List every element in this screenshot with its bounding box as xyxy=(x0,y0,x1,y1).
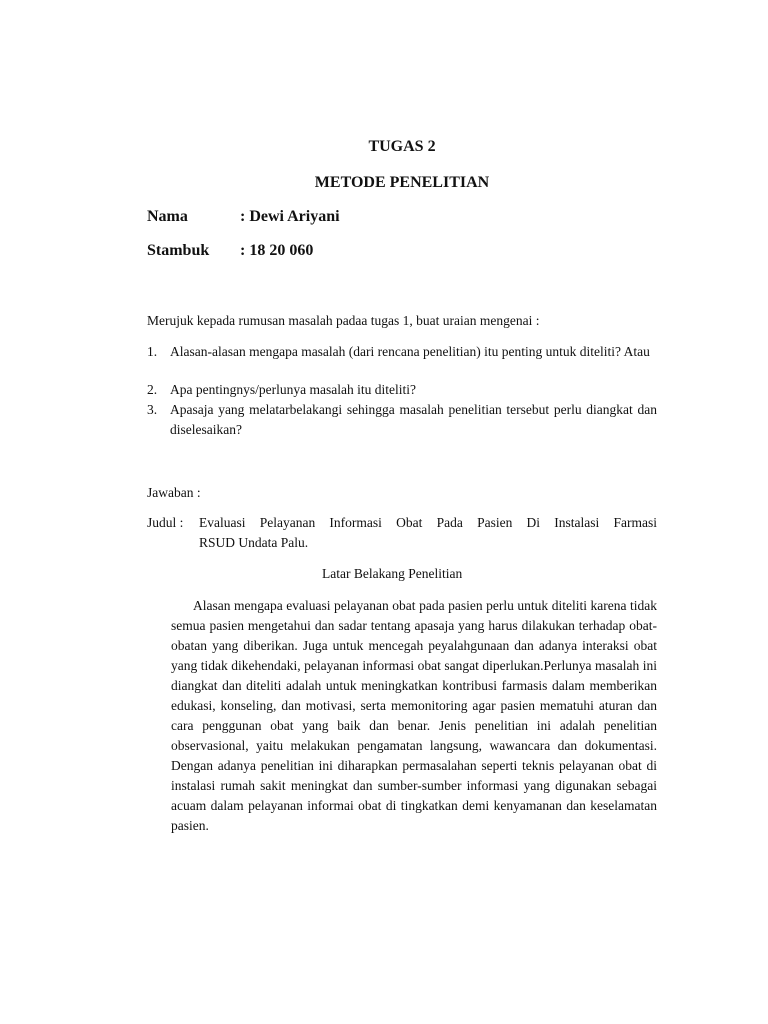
id-label: Stambuk xyxy=(147,242,210,259)
instruction-text: Merujuk kepada rumusan masalah padaa tugas 1, buat uraian mengenai : xyxy=(147,313,540,328)
question-text: Apasaja yang melatarbelakangi sehingga masalah penelitian tersebut perlu diangkat dan diselesaikan? xyxy=(170,402,657,437)
judul-label: Judul : xyxy=(147,515,184,530)
background-paragraph: Alasan mengapa evaluasi pelayanan obat pada pasien perlu untuk diteliti karena tidak semua pasien mengetahui dan sadar tentang apasaja yang harus dilakukan terhadap obat-obatan yang diberikan. Juga untuk mencegah peyalahgunaan dan adanya interaksi obat yang tidak dikehendaki, pelayanan informasi obat sangat diperlukan.Perlunya masalah ini diangkat dan diteliti adalah untuk meningkatkan kontribusi farmasis dalam memberikan edukasi, konseling, dan motivasi, serta memonitoring agar pasien mematuhi aturan dan cara penggunan obat yang baik dan benar. Jenis penelitian ini adalah penelitian observasional, yaitu melakukan pengamatan langsung, wawancara dan dokumentasi. Dengan adanya penelitian ini diharapkan permasalahan seperti teknis pelayanan obat di instalasi rumah sakit meningkat dan sumber-sumber informasi yang digunakan sebagai acuam dalam pelayanan informai obat di tingkatkan demi kenyamanan dan keselamatan pasien. xyxy=(171,598,657,833)
question-item xyxy=(147,400,657,440)
name-label: Nama xyxy=(147,208,188,225)
name-value: : Dewi Ariyani xyxy=(240,208,340,225)
id-value: : 18 20 060 xyxy=(240,242,314,259)
question-number: 3. xyxy=(147,402,158,417)
section-heading: Latar Belakang Penelitian xyxy=(322,566,463,581)
question-text: Alasan-alasan mengapa masalah (dari rencana penelitian) itu penting untuk diteliti? Atau xyxy=(170,344,650,359)
question-number: 1. xyxy=(147,344,158,359)
question-item xyxy=(147,380,657,400)
judul-line-2: RSUD Undata Palu. xyxy=(199,535,309,550)
question-item xyxy=(147,342,657,362)
question-text: Apa pentingnys/perlunya masalah itu diteliti? xyxy=(170,382,416,397)
question-number: 2. xyxy=(147,382,158,397)
judul-line-1: Evaluasi Pelayanan Informasi Obat Pada Pasien Di Instalasi Farmasi xyxy=(199,515,657,530)
document-subtitle: METODE PENELITIAN xyxy=(314,174,490,191)
answer-label: Jawaban : xyxy=(147,485,201,500)
document-title: TUGAS 2 xyxy=(368,138,436,155)
